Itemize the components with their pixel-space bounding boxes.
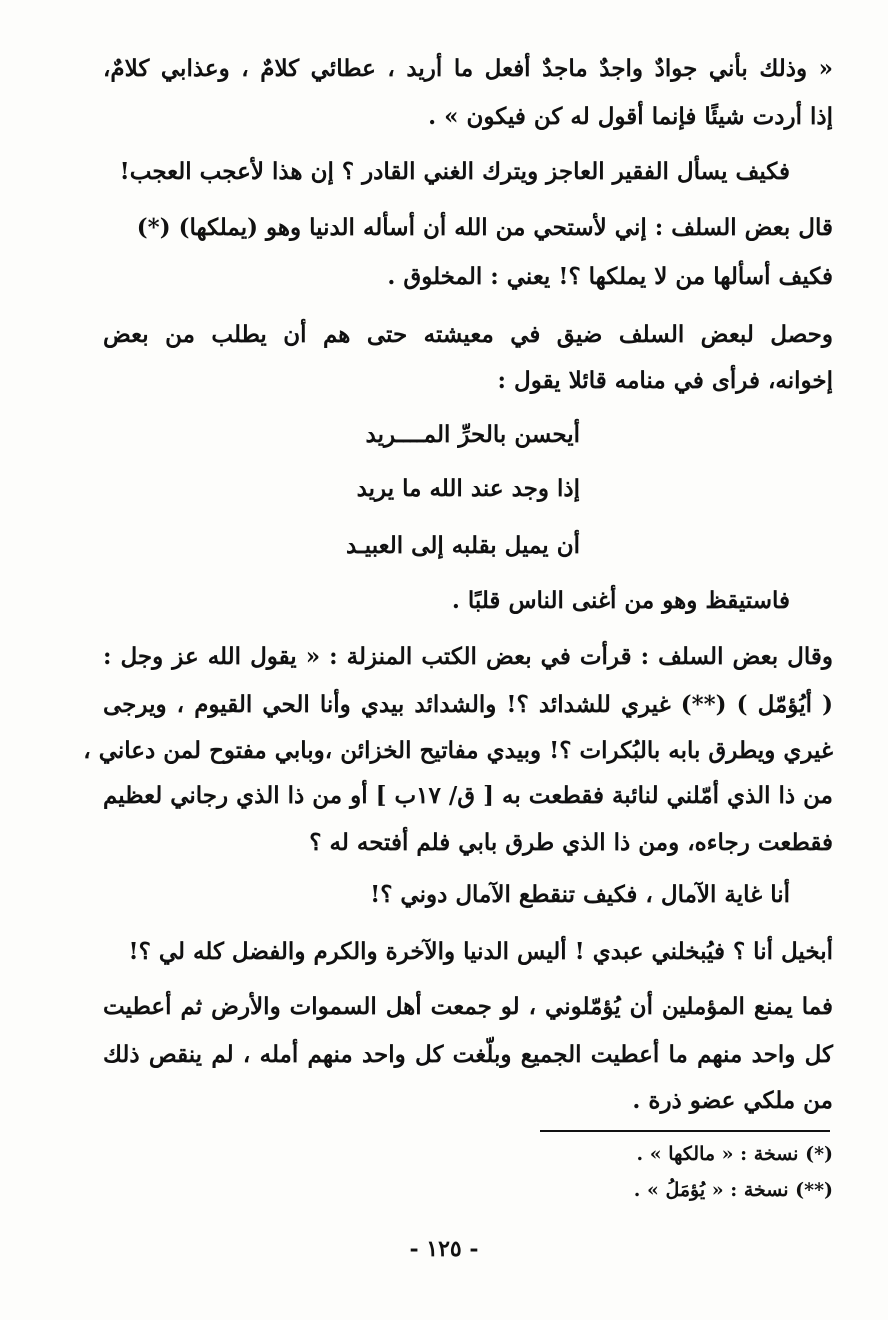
text-line: أنا غاية الآمال ، فكيف تنقطع الآمال دوني ؟! (370, 881, 790, 908)
text-line: وحصل لبعض السلف ضيق في معيشته حتى هم أن يطلب من بعض (103, 321, 833, 348)
poem-verse: أن يميل بقلبه إلى العبيـد (345, 532, 580, 559)
text-line: أبخيل أنا ؟ فيُبخلني عبدي ! أليس الدنيا والآخرة والكرم والفضل كله لي ؟! (128, 938, 833, 965)
poem-verse: إذا وجد عند الله ما يريد (356, 475, 580, 502)
text-line: من ملكي عضو ذرة . (632, 1087, 833, 1114)
text-line: وقال بعض السلف : قرأت في بعض الكتب المنزلة : « يقول الله عز وجل : (103, 643, 833, 670)
text-line: إذا أردت شيئًا فإنما أقول له كن فيكون » . (428, 103, 833, 130)
text-line: من ذا الذي أمّلني لنائبة فقطعت به [ ق/ ١٧ب ] أو من ذا الذي رجاني لعظيم (103, 782, 833, 809)
text-line: إخوانه، فرأى في منامه قائلا يقول : (497, 367, 833, 394)
footnote: (**) نسخة : « يُؤمَلُ » . (633, 1179, 833, 1201)
footnote-divider (540, 1130, 830, 1132)
footnote: (*) نسخة : « مالكها » . (636, 1143, 833, 1165)
text-line: « وذلك بأني جوادٌ واجدٌ ماجدٌ أفعل ما أريد ، عطائي كلامٌ ، وعذابي كلامٌ، (103, 55, 833, 82)
text-line: فما يمنع المؤملين أن يُؤمّلوني ، لو جمعت أهل السموات والأرض ثم أعطيت (103, 993, 833, 1020)
text-line: غيري ويطرق بابه بالبُكرات ؟! وبيدي مفاتيح الخزائن ،وبابي مفتوح لمن دعاني ، (83, 737, 833, 764)
text-line: قال بعض السلف : إني لأستحي من الله أن أسأله الدنيا وهو (يملكها) (*) (136, 214, 833, 241)
text-line: فكيف يسأل الفقير العاجز ويترك الغني القادر ؟ إن هذا لأعجب العجب! (119, 158, 790, 185)
text-line: كل واحد منهم ما أعطيت الجميع وبلّغت كل واحد منهم أمله ، لم ينقص ذلك (103, 1041, 833, 1068)
text-line: فاستيقظ وهو من أغنى الناس قلبًا . (451, 587, 790, 614)
page-number: - ١٢٥ - (409, 1236, 479, 1262)
text-line: فكيف أسألها من لا يملكها ؟! يعني : المخلوق . (387, 263, 833, 290)
poem-verse: أيحسن بالحرِّ المــــريد (365, 421, 580, 448)
text-line: ( أيُؤمّل ) (**) غيري للشدائد ؟! والشدائد بيدي وأنا الحي القيوم ، ويرجى (103, 691, 833, 718)
text-line: فقطعت رجاءه، ومن ذا الذي طرق بابي فلم أفتحه له ؟ (309, 829, 833, 856)
